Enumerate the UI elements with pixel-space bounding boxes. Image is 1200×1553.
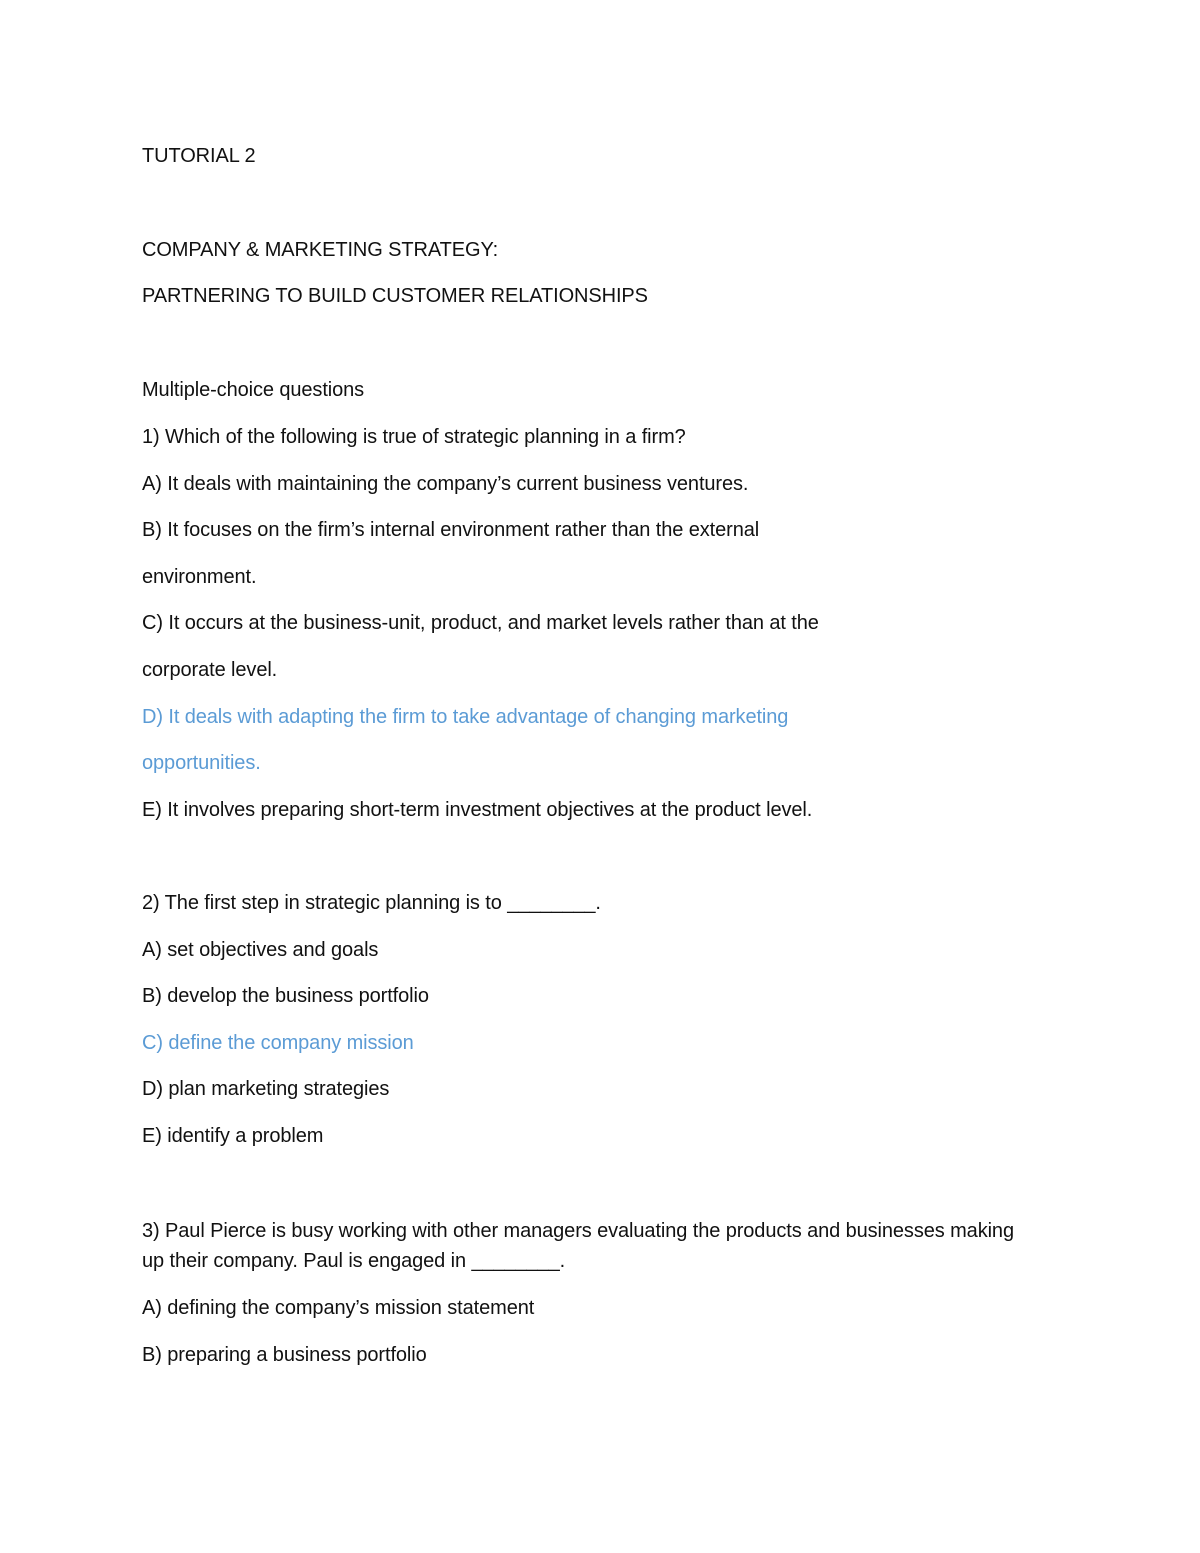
section-heading: Multiple-choice questions	[142, 379, 365, 401]
question-1-option-e: E) It involves preparing short-term investment objectives at the product level.	[142, 799, 813, 821]
question-2-option-c-answer: C) define the company mission	[142, 1032, 414, 1054]
tutorial-title: TUTORIAL 2	[142, 145, 256, 167]
question-3-prompt: 3) Paul Pierce is busy working with other managers evaluating the products and businesses making up their company. Paul is engaged in ________.	[142, 1220, 1014, 1272]
chapter-title-line-1: COMPANY & MARKETING STRATEGY:	[142, 239, 499, 261]
question-1-option-d-answer: D) It deals with adapting the firm to take advantage of changing marketing	[142, 706, 789, 728]
question-2-option-e: E) identify a problem	[142, 1125, 324, 1147]
question-3-option-b: B) preparing a business portfolio	[142, 1344, 427, 1366]
question-1-option-a: A) It deals with maintaining the company’s current business ventures.	[142, 473, 749, 495]
question-2-prompt: 2) The first step in strategic planning is to ________.	[142, 892, 601, 914]
question-1-option-b-continued: environment.	[142, 566, 257, 588]
question-2-option-d: D) plan marketing strategies	[142, 1078, 390, 1100]
question-1-option-c: C) It occurs at the business-unit, product, and market levels rather than at the	[142, 612, 819, 634]
question-1-option-b: B) It focuses on the firm’s internal environment rather than the external	[142, 519, 760, 541]
question-1-prompt: 1) Which of the following is true of strategic planning in a firm?	[142, 426, 686, 448]
question-1-option-c-continued: corporate level.	[142, 659, 278, 681]
chapter-title-line-2: PARTNERING TO BUILD CUSTOMER RELATIONSHIPS	[142, 285, 648, 307]
question-3-option-a: A) defining the company’s mission statement	[142, 1297, 535, 1319]
question-1-option-d-answer-continued: opportunities.	[142, 752, 261, 774]
question-2-option-b: B) develop the business portfolio	[142, 985, 429, 1007]
question-2-option-a: A) set objectives and goals	[142, 939, 379, 961]
